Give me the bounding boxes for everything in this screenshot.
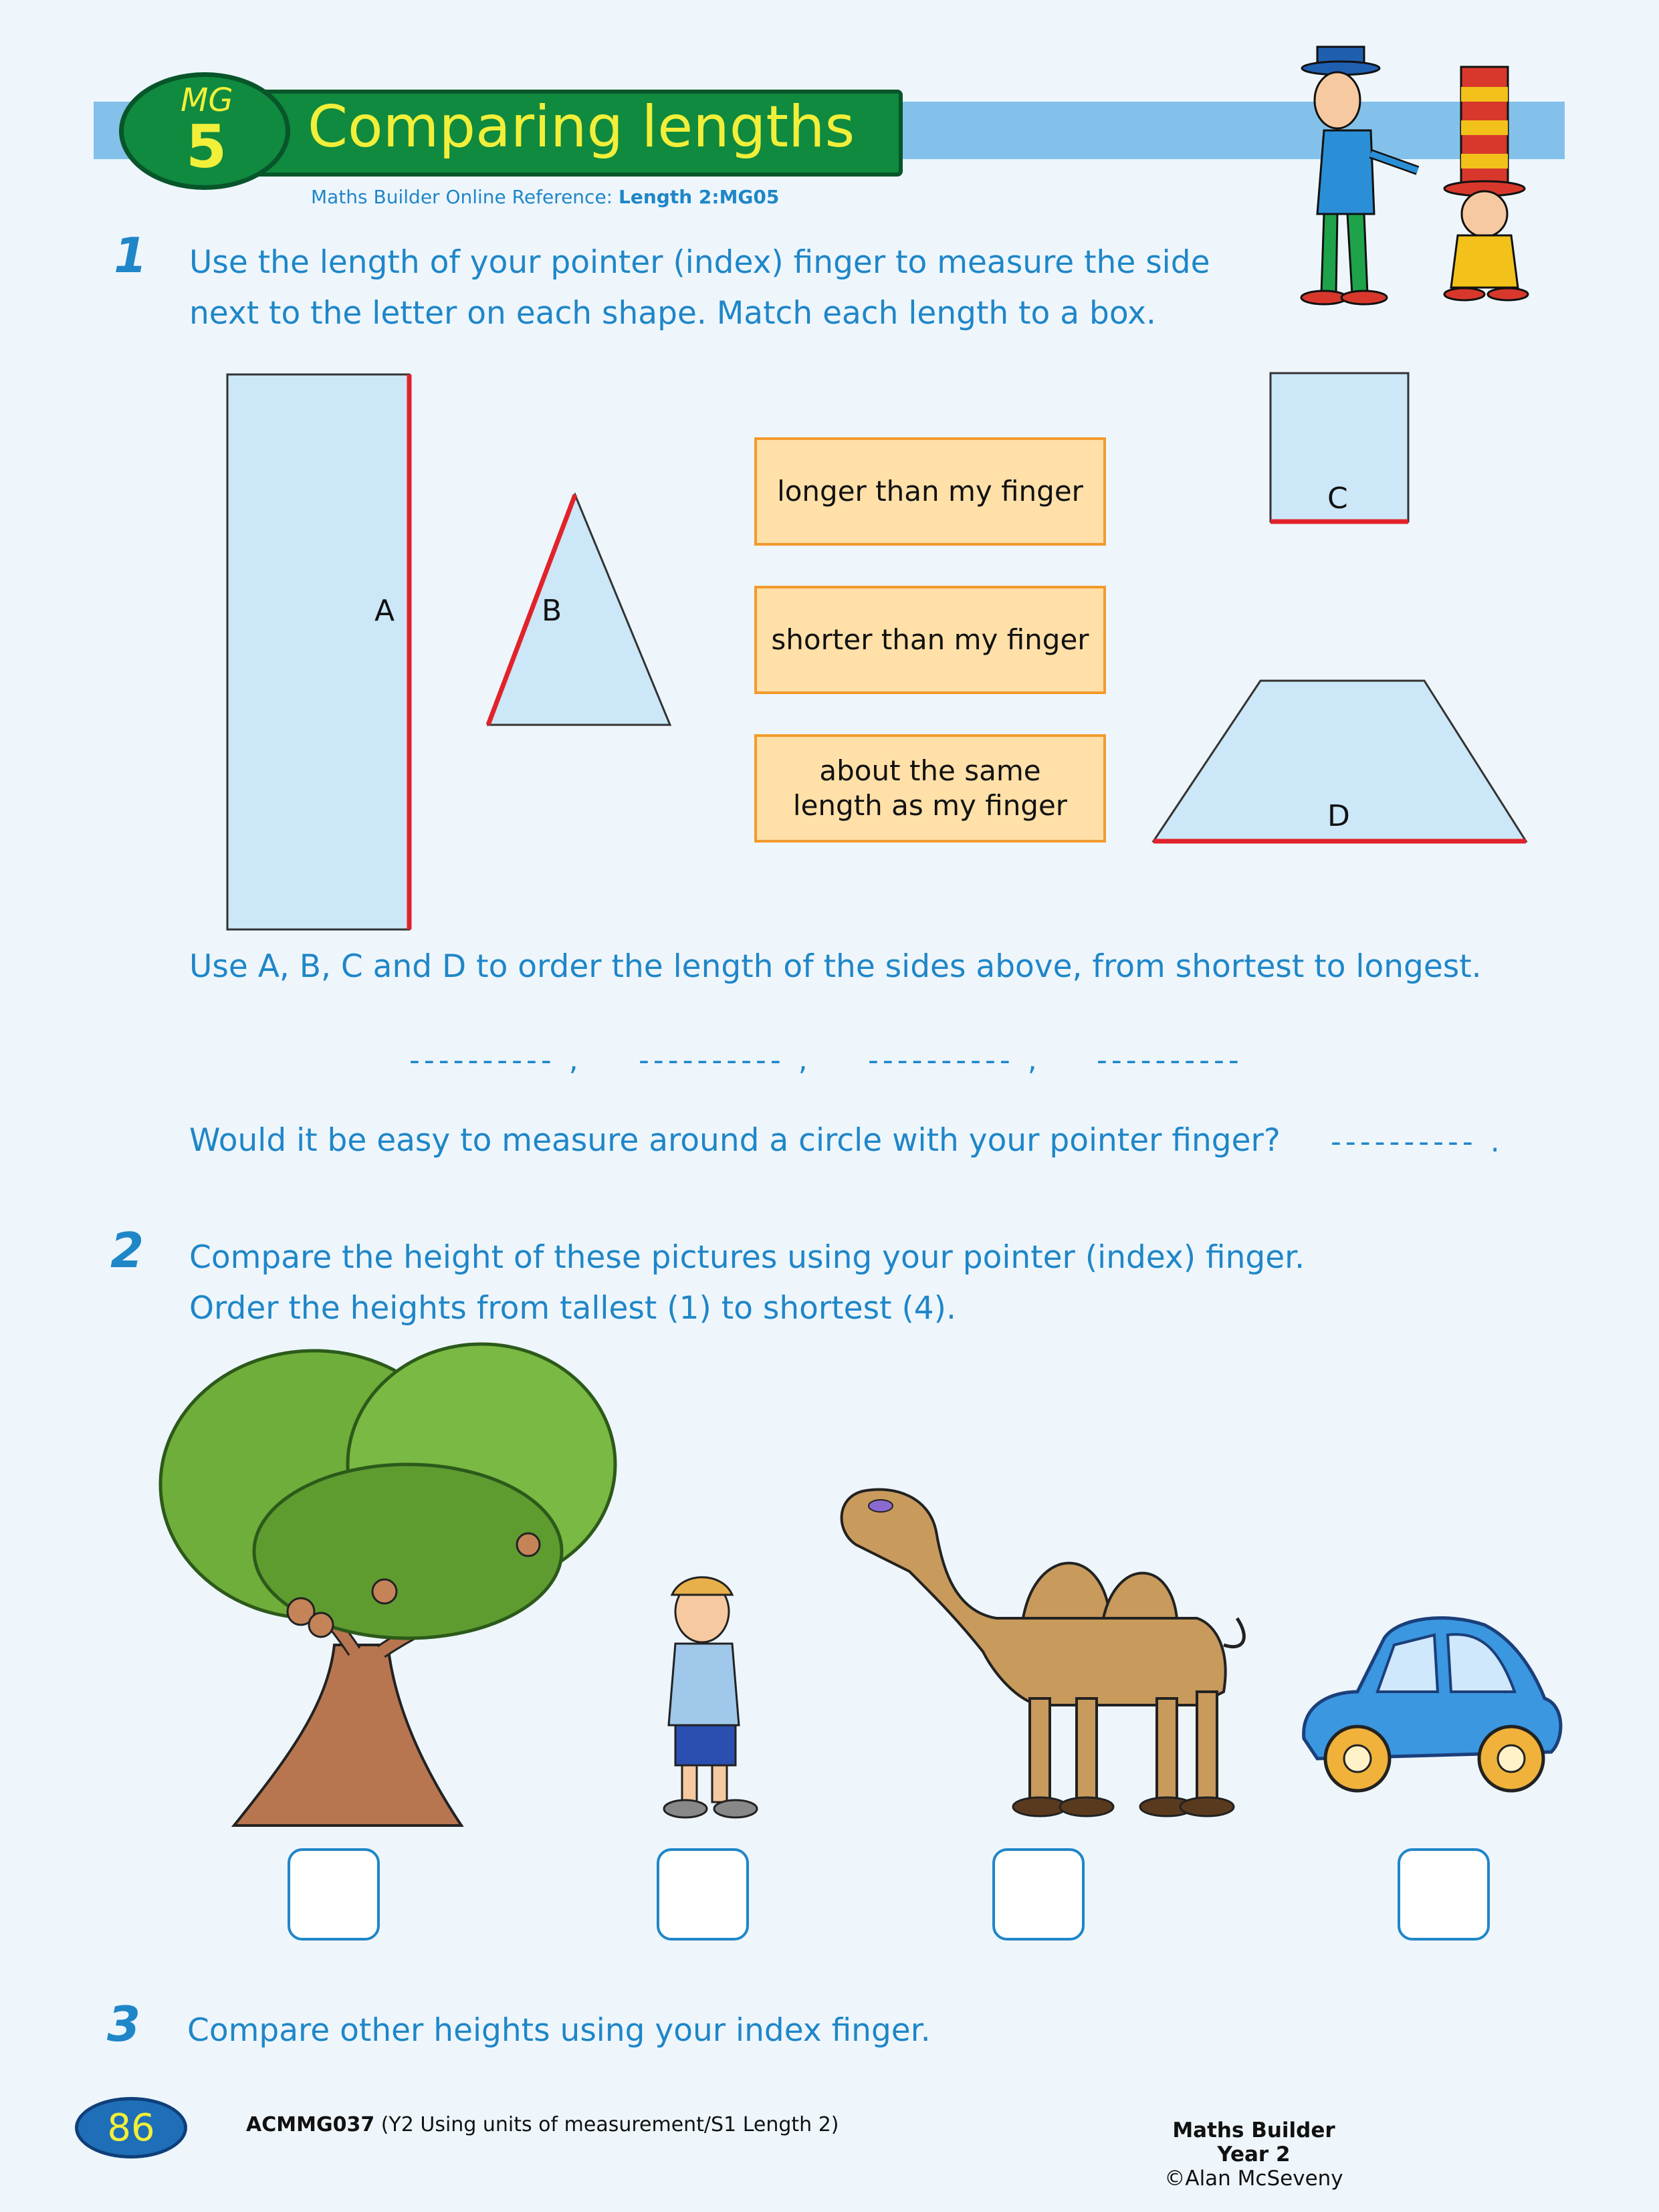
shape-b-triangle (488, 495, 670, 725)
box-shorter-label: shorter than my finger (771, 623, 1089, 656)
order-blank-3[interactable]: ---------- , (868, 1043, 1041, 1077)
box-longer[interactable] (754, 437, 1106, 546)
car-answer-box[interactable] (1398, 1848, 1490, 1941)
curriculum-code (246, 2113, 839, 2136)
box-same[interactable] (754, 734, 1106, 843)
question-3-text: Compare other heights using your index finger. (187, 2012, 931, 2049)
shape-label-b: B (542, 594, 562, 628)
shape-a-rectangle (227, 374, 409, 929)
reference-prefix: Maths Builder Online Reference: (311, 186, 619, 208)
question-2-line-1: Compare the height of these pictures using your pointer (index) finger. (189, 1239, 1305, 1276)
curriculum-code-id: ACMMG037 (246, 2113, 375, 2136)
online-reference (311, 186, 779, 208)
question-2-number: 2 (110, 1222, 144, 1279)
curriculum-description: (Y2 Using units of measurement/S1 Length 2) (374, 2113, 839, 2136)
order-blank-4[interactable]: ---------- (1097, 1043, 1243, 1077)
hat-character-icon (1444, 67, 1528, 300)
page-number (75, 2097, 187, 2159)
question-1-line-1: Use the length of your pointer (index) finger to measure the side (189, 244, 1210, 281)
tree-answer-box[interactable] (288, 1848, 380, 1941)
order-prompt: Use A, B, C and D to order the length of the sides above, from shortest to longest. (189, 948, 1482, 985)
page-title: Comparing lengths (308, 94, 855, 160)
shape-label-c: C (1327, 481, 1348, 516)
badge-code: MG (181, 82, 233, 119)
box-longer-label: longer than my finger (777, 475, 1083, 508)
circle-blank[interactable]: ---------- . (1331, 1125, 1504, 1159)
box-same-label: about the same length as my finger (792, 754, 1068, 822)
page-number-text: 86 (107, 2106, 155, 2150)
car-icon (1304, 1618, 1561, 1791)
badge-number: 5 (186, 112, 227, 181)
camel-answer-box[interactable] (992, 1848, 1085, 1941)
question-3-number: 3 (107, 1996, 141, 2052)
question-1-line-2: next to the letter on each shape. Match each length to a box. (189, 295, 1156, 332)
tree-icon (160, 1344, 615, 1826)
book-title: Maths Builder Year 2 (1172, 2118, 1335, 2167)
copyright: ©Alan McSeveny (1164, 2167, 1343, 2191)
box-shorter[interactable] (754, 586, 1106, 694)
circle-prompt: Would it be easy to measure around a circle with your pointer finger? (189, 1122, 1281, 1159)
question-2-line-2: Order the heights from tallest (1) to shortest (4). (189, 1290, 956, 1327)
height-pictures (154, 1331, 1571, 1839)
shape-label-d: D (1327, 799, 1350, 833)
shape-label-a: A (374, 594, 395, 628)
boy-icon (664, 1577, 757, 1817)
reference-code: Length 2:MG05 (619, 186, 780, 208)
tall-man-icon (1301, 47, 1418, 304)
order-blank-1[interactable]: ---------- , (409, 1043, 582, 1077)
boy-answer-box[interactable] (657, 1848, 749, 1941)
order-blank-2[interactable]: ---------- , (639, 1043, 812, 1077)
characters-illustration (1297, 40, 1558, 308)
question-1-number: 1 (114, 227, 148, 284)
camel-icon (842, 1490, 1244, 1817)
footer-credits (1143, 2118, 1364, 2191)
